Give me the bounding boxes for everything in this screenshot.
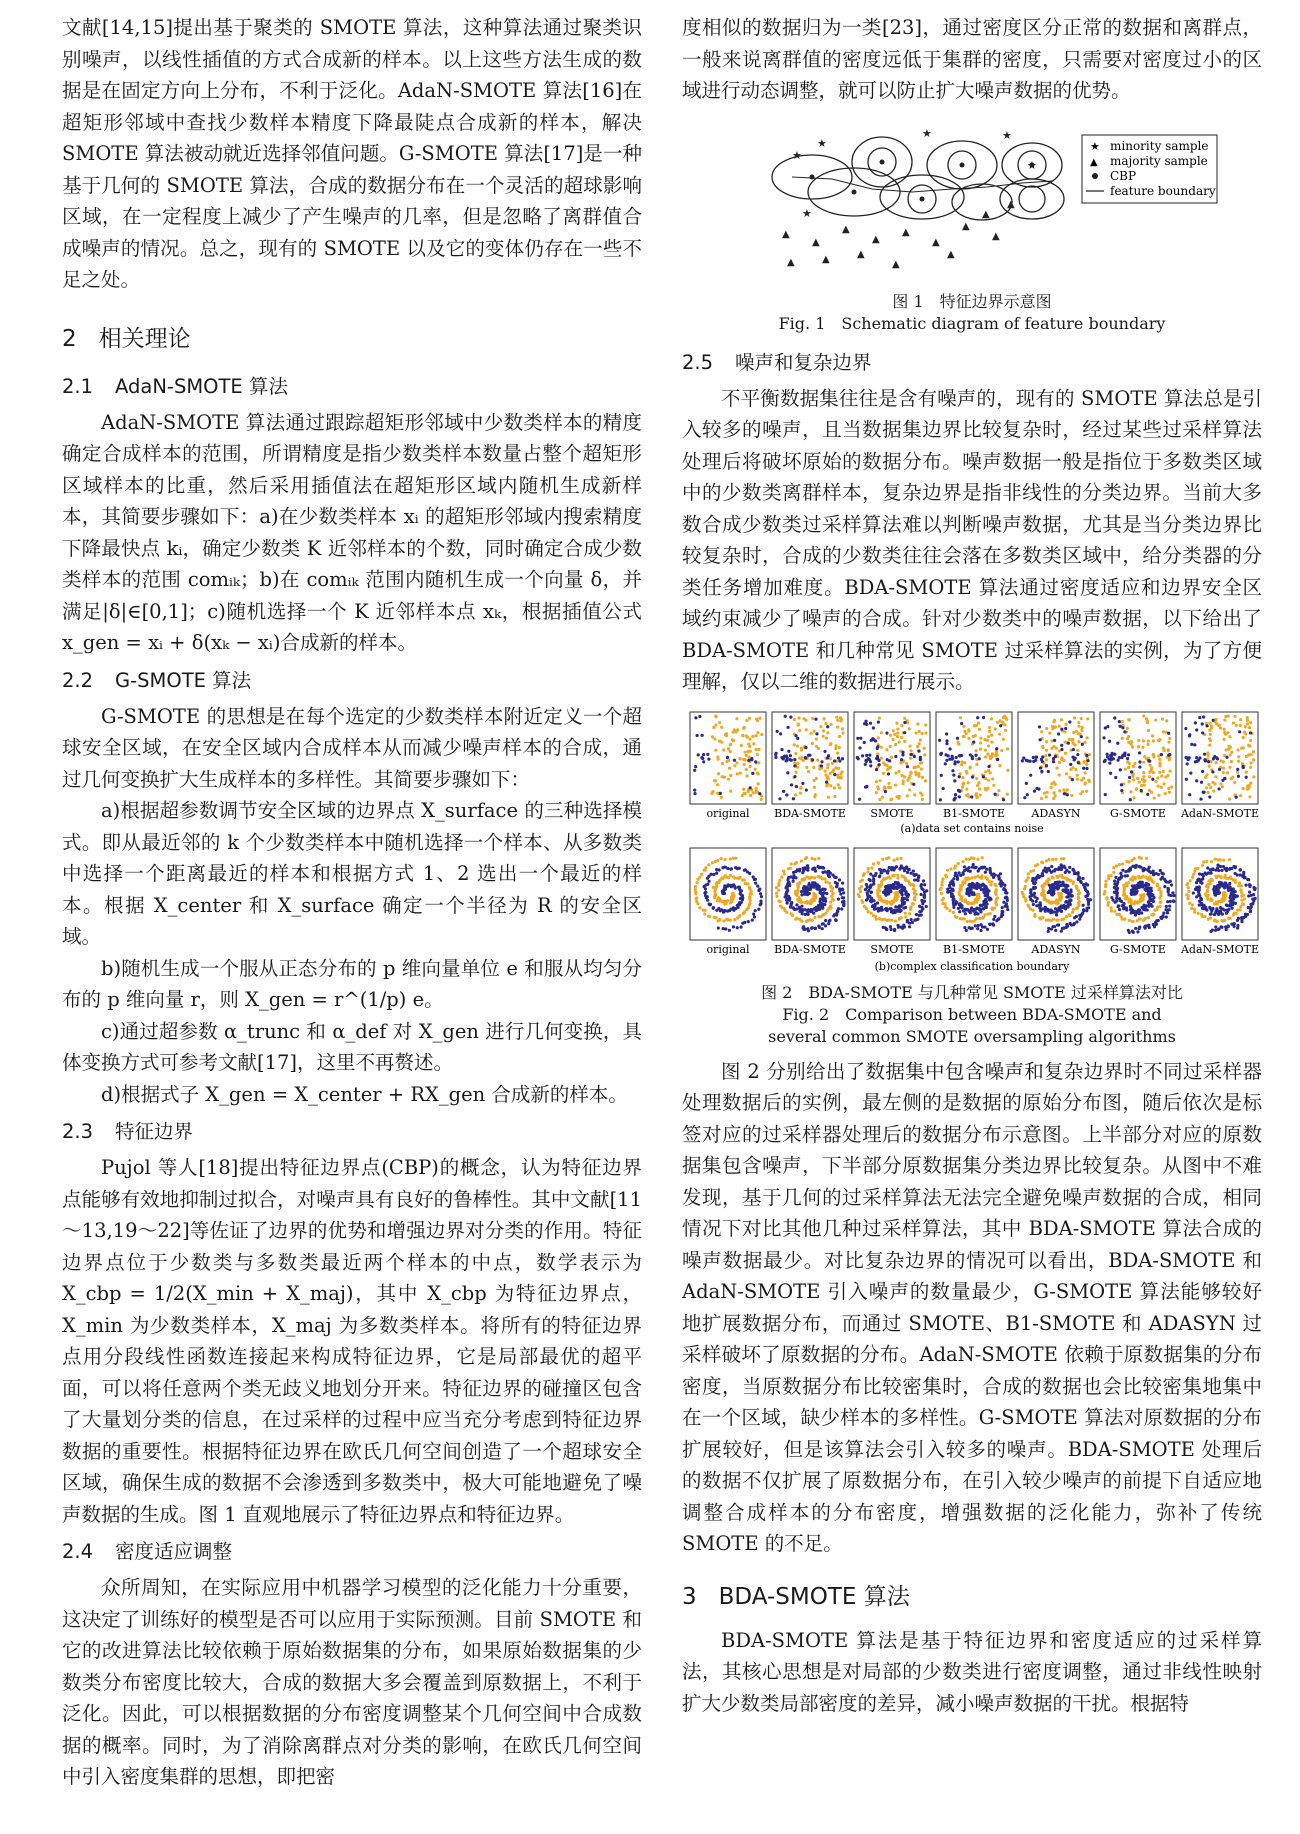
step-a: a)根据超参数调节安全区域的边界点 X_surface 的三种选择模式。即从最近邻的 k 个少数类样本中随机选择一个样本、从多数类中选择一个距离最近的样本和根据方式 1、2 选出一个最近的样本。根据 X_center 和 X_surface 确定一个半径为 R 的安全区域。 <box>62 799 642 948</box>
subsection-2-3-heading <box>62 1118 642 1146</box>
paragraph: 图 2 分别给出了数据集中包含噪声和复杂边界时不同过采样器处理数据后的实例，最左侧的是数据的原始分布图，随后依次是标签对应的过采样器处理后的数据分布示意图。上半部分对应的原数据集包含噪声，下半部分原数据集分类边界比较复杂。从图中不难发现，基于几何的过采样算法无法完全避免噪声数据的合成，相同情况下对比其他几种过采样算法，其中 BDA-SMOTE 算法合成的噪声数据最少。对比复杂边界的情况可以看出，BDA-SMOTE 和 AdaN-SMOTE 引入噪声的数量最少，G-SMOTE 算法能够较好地扩展数据分布，而通过 SMOTE、B1-SMOTE 和 ADASYN 过采样破坏了原数据的分布。AdaN-SMOTE 依赖于原数据集的分布密度，当原数据分布比较密集时，合成的数据也会比较密集地集中在一个区域，缺少样本的多样性。G-SMOTE 算法对原数据的分布扩展较好，但是该算法会引入较多的噪声。BDA-SMOTE 处理后的数据不仅扩展了原数据分布，在引入较少噪声的前提下自适应地调整合成样本的分布密度，增强数据的泛化能力，弥补了传统 SMOTE 的不足。 <box>682 1059 1262 1555</box>
subsection-number: 2.3 <box>62 1120 94 1143</box>
subsection-title: 噪声和复杂边界 <box>735 350 872 374</box>
subsection-number: 2.5 <box>682 350 714 374</box>
figure-2-caption-en-1: Fig. 2 Comparison between BDA-SMOTE and <box>782 1004 1162 1024</box>
paragraph: AdaN-SMOTE 算法通过跟踪超矩形邻域中少数类样本的精度确定合成样本的范围，所谓精度是指少数类样本数量占整个超矩形区域样本的比重，然后采用插值法在超矩形区域内随机生成新样本，其简要步骤如下：a)在少数类样本 xᵢ 的超矩形邻域内搜索精度下降最快点 kᵢ，确定少数类 K 近邻样本的个数，同时确定合成少数类样本的范围 comᵢₖ；b)在 comᵢₖ 范围内随机生成一个向量 δ，并满足|δ|∈[0,1]；c)随机选择一个 K 近邻样本点 xₖ，根据插值公式 x_gen = xᵢ + δ(xₖ − xᵢ)合成新的样本。 <box>62 410 642 654</box>
svg-text:★: ★ <box>817 136 827 150</box>
subsection-2-1-heading <box>62 373 642 401</box>
section-2-heading <box>62 320 642 353</box>
svg-text:★: ★ <box>1090 139 1100 153</box>
subsection-title: 密度适应调整 <box>115 1540 233 1563</box>
svg-text:▲: ▲ <box>1007 198 1015 210</box>
feature-boundary-diagram <box>682 117 1262 287</box>
panel-b-label: AdaN-SMOTE <box>1180 942 1260 956</box>
subsection-number: 2.1 <box>62 374 94 398</box>
subsection-title: AdaN-SMOTE 算法 <box>115 374 288 398</box>
panel-b-frame <box>854 848 930 940</box>
subfigure-a-caption: (a)data set contains noise <box>900 821 1044 835</box>
panel-b-frame <box>690 848 766 940</box>
panel-a-label: ADASYN <box>1031 806 1081 820</box>
panel-a-label: AdaN-SMOTE <box>1180 806 1260 820</box>
svg-text:★: ★ <box>1027 158 1037 172</box>
svg-text:▲: ▲ <box>787 256 795 268</box>
subsection-2-5-heading <box>682 349 1262 377</box>
section-title: BDA-SMOTE 算法 <box>718 1583 910 1610</box>
subsection-title: G-SMOTE 算法 <box>115 668 252 692</box>
svg-text:▲: ▲ <box>1090 156 1098 168</box>
right-column <box>682 12 1262 1719</box>
step-c: c)通过超参数 α_trunc 和 α_def 对 X_gen 进行几何变换，具体变换方式可参考文献[17]，这里不再赘述。 <box>62 1019 642 1074</box>
legend-cbp: CBP <box>1110 168 1137 183</box>
paragraph: Pujol 等人[18]提出特征边界点(CBP)的概念，认为特征边界点能够有效地抑制过拟合，对噪声具有良好的鲁棒性。其中文献[11～13,19～22]等佐证了边界的优势和增强边界对分类的作用。特征边界点位于少数类与多数类最近两个样本的中点，数学表示为 X_cbp = 1/2(X_min + X_maj)，其中 X_cbp 为特征边界点，X_min 为少数类样本，X_maj 为多数类样本。将所有的特征边界点用分段线性函数连接起来构成特征边界，它是局部最优的超平面，可以将任意两个类无歧义地划分开来。特征边界的碰撞区包含了大量划分类的信息，在过采样的过程中应当充分考虑到特征边界数据的重要性。根据特征边界在欧氏几何空间创造了一个超球安全区域，确保生成的数据不会渗透到多数类中，极大可能地避免了噪声数据的生成。图 1 直观地展示了特征边界点和特征边界。 <box>62 1156 642 1526</box>
legend-feature-boundary: feature boundary <box>1110 183 1216 198</box>
legend-majority: majority sample <box>1110 153 1208 168</box>
svg-text:▲: ▲ <box>782 228 790 240</box>
panel-b-label: BDA-SMOTE <box>774 942 846 956</box>
section-title: 相关理论 <box>98 325 191 352</box>
panel-a-label: original <box>706 806 750 820</box>
panel-a-label: G-SMOTE <box>1110 806 1166 820</box>
figure-2 <box>682 708 1262 1048</box>
svg-text:▲: ▲ <box>892 258 900 270</box>
panel-b-label: G-SMOTE <box>1110 942 1166 956</box>
svg-text:▲: ▲ <box>902 226 910 238</box>
subsection-2-2-heading <box>62 667 642 695</box>
panel-b-label: original <box>706 942 750 956</box>
oversampling-comparison-figure <box>682 708 1262 978</box>
section-3-heading <box>682 1578 1262 1611</box>
intro-paragraph: 文献[14,15]提出基于聚类的 SMOTE 算法，这种算法通过聚类识别噪声，以线性插值的方式合成新的样本。以上这些方法生成的数据是在固定方向上分布，不利于泛化。AdaN-SMOTE 算法[16]在超矩形邻域中查找少数样本精度下降最陡点合成新的样本，解决 SMOTE 算法被动就近选择邻值问题。G-SMOTE 算法[17]是一种基于几何的 SMOTE 算法，合成的数据分布在一个灵活的超球影响区域，在一定程度上减少了产生噪声的几率，但是忽略了离群值合成噪声的情况。总之，现有的 SMOTE 以及它的变体仍存在一些不足之处。 <box>62 16 642 291</box>
figure-2-caption-en-2: several common SMOTE oversampling algorithms <box>768 1026 1176 1046</box>
top-paragraph: 度相似的数据归为一类[23]，通过密度区分正常的数据和离群点，一般来说离群值的密度远低于集群的密度，只需要对密度过小的区域进行动态调整，就可以防止扩大噪声数据的优势。 <box>682 16 1262 102</box>
figure-2-caption-cn: 图 2 BDA-SMOTE 与几种常见 SMOTE 过采样算法对比 <box>761 982 1183 1002</box>
svg-text:▲: ▲ <box>842 223 850 235</box>
svg-text:▲: ▲ <box>812 236 820 248</box>
panel-b-label: SMOTE <box>870 942 914 956</box>
svg-text:▲: ▲ <box>962 220 970 232</box>
svg-text:★: ★ <box>802 206 812 220</box>
paragraph: G-SMOTE 的思想是在每个选定的少数类样本附近定义一个超球安全区域，在安全区域内合成样本从而减少噪声样本的合成，通过几何变换扩大生成样本的多样性。其简要步骤如下： <box>62 704 642 791</box>
panel-b-label: B1-SMOTE <box>943 942 1005 956</box>
panel-a-label: SMOTE <box>870 806 914 820</box>
figure-1-caption-cn: 图 1 特征边界示意图 <box>892 291 1052 311</box>
svg-text:★: ★ <box>922 126 932 140</box>
svg-text:▲: ▲ <box>857 248 865 260</box>
panel-a-label: B1-SMOTE <box>943 806 1005 820</box>
svg-text:▲: ▲ <box>992 230 1000 242</box>
paragraph: 不平衡数据集往往是含有噪声的，现有的 SMOTE 算法总是引入较多的噪声，且当数据集边界比较复杂时，经过某些过采样算法处理后将破坏原始的数据分布。噪声数据一般是指位于多数类区域中的少数类离群样本，复杂边界是指非线性的分类边界。当前大多数合成少数类过采样算法难以判断噪声数据，尤其是当分类边界比较复杂时，合成的少数类往往会落在多数类区域中，给分类器的分类任务增加难度。BDA-SMOTE 算法通过密度适应和边界安全区域约束减少了噪声的合成。针对少数类中的噪声数据，以下给出了 BDA-SMOTE 和几种常见 SMOTE 过采样算法的实例，为了方便理解，仅以二维的数据进行展示。 <box>682 386 1262 693</box>
subsection-number: 2.2 <box>62 668 94 692</box>
panel-a-label: BDA-SMOTE <box>774 806 846 820</box>
svg-text:★: ★ <box>1002 128 1012 142</box>
subsection-2-4-heading <box>62 1538 642 1566</box>
svg-text:▲: ▲ <box>872 233 880 245</box>
svg-text:▲: ▲ <box>947 248 955 260</box>
paragraph: BDA-SMOTE 算法是基于特征边界和密度适应的过采样算法，其核心思想是对局部的少数类进行密度调整，通过非线性映射扩大少数类局部密度的差异，减小噪声数据的干扰。根据特 <box>682 1628 1262 1715</box>
panel-b-frame <box>1100 848 1176 940</box>
subsection-number: 2.4 <box>62 1540 94 1563</box>
svg-text:★: ★ <box>792 148 802 162</box>
step-b: b)随机生成一个服从正态分布的 p 维向量单位 e 和服从均匀分布的 p 维向量 r，则 X_gen = r^(1/p) e。 <box>62 956 642 1011</box>
svg-text:▲: ▲ <box>932 236 940 248</box>
figure-1 <box>682 117 1262 335</box>
paragraph: 众所周知，在实际应用中机器学习模型的泛化能力十分重要，这决定了训练好的模型是否可以应用于实际预测。目前 SMOTE 和它的改进算法比较依赖于原始数据集的分布，如果原始数据集的少数类分布密度比较大，合成的数据大多会覆盖到原数据上，不利于泛化。因此，可以根据数据的分布密度调整某个几何空间中合成数据的概率。同时，为了消除离群点对分类的影响，在欧氏几何空间中引入密度集群的思想，即把密 <box>62 1576 642 1788</box>
svg-text:▲: ▲ <box>822 253 830 265</box>
left-column <box>62 12 642 1793</box>
figure-1-caption-en: Fig. 1 Schematic diagram of feature boundary <box>778 313 1166 333</box>
svg-text:▲: ▲ <box>982 208 990 220</box>
step-d: d)根据式子 X_gen = X_center + RX_gen 合成新的样本。 <box>101 1082 628 1106</box>
legend-minority: minority sample <box>1110 138 1209 153</box>
panel-b-label: ADASYN <box>1031 942 1081 956</box>
subfigure-b-caption: (b)complex classification boundary <box>874 959 1070 973</box>
subsection-title: 特征边界 <box>115 1120 194 1143</box>
section-number: 3 <box>682 1583 697 1610</box>
section-number: 2 <box>62 325 77 352</box>
